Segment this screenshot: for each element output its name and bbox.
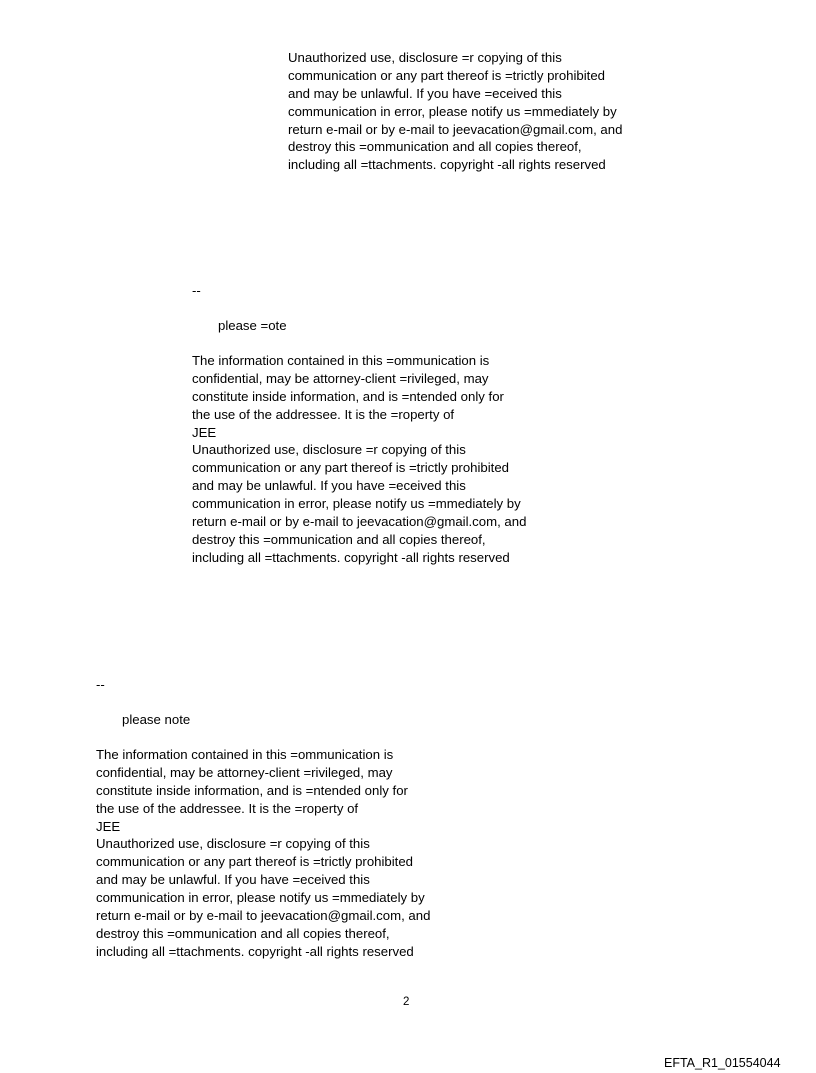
text-line: including all =ttachments. copyright -all rights reserved: [288, 157, 606, 173]
text-line: confidential, may be attorney-client =rivileged, may: [192, 370, 489, 386]
text-line: return e-mail or by e-mail to jeevacation@gmail.com, and: [288, 121, 623, 137]
text-line: communication or any part thereof is =trictly prohibited: [192, 460, 510, 476]
document-id: EFTA_R1_01554044: [664, 1056, 781, 1070]
text-line: Unauthorized use, disclosure =r copying of this: [288, 50, 562, 65]
text-line: return e-mail or by e-mail to jeevacation@gmail.com, and: [96, 908, 431, 924]
text-line: communication in error, please notify us =mmediately by: [192, 496, 521, 512]
text-line: destroy this =ommunication and all copies thereof,: [192, 531, 486, 547]
text-line: and may be unlawful. If you have =eceived this: [192, 478, 466, 494]
note-heading: please =ote: [218, 318, 287, 333]
text-line: the use of the addressee. It is the =roperty of: [96, 800, 359, 816]
text-line: communication or any part thereof is =trictly prohibited: [288, 67, 606, 83]
signature-separator: --: [96, 677, 105, 692]
text-line: communication in error, please notify us =mmediately by: [288, 103, 617, 119]
text-line: communication in error, please notify us =mmediately by: [96, 890, 425, 906]
text-line: Unauthorized use, disclosure =r copying of this: [96, 836, 370, 852]
text-line: return e-mail or by e-mail to jeevacation@gmail.com, and: [192, 514, 527, 530]
text-line: and may be unlawful. If you have =eceived this: [96, 872, 370, 888]
text-line: including all =ttachments. copyright -all rights reserved: [192, 549, 510, 565]
text-line: and may be unlawful. If you have =eceived this: [288, 85, 562, 101]
text-line: destroy this =ommunication and all copies thereof,: [288, 139, 582, 155]
text-line: JEE: [96, 818, 121, 834]
text-line: The information contained in this =ommunication is: [192, 353, 490, 368]
disclaimer-block: [96, 746, 430, 961]
text-line: the use of the addressee. It is the =roperty of: [192, 406, 455, 422]
signature-separator: --: [192, 283, 201, 298]
page-number: 2: [403, 996, 410, 1008]
text-line: destroy this =ommunication and all copies thereof,: [96, 925, 390, 941]
text-line: communication or any part thereof is =trictly prohibited: [96, 854, 414, 870]
text-line: confidential, may be attorney-client =rivileged, may: [96, 764, 393, 780]
quoted-disclaimer-level-2: [288, 49, 622, 174]
text-line: JEE: [192, 424, 217, 440]
text-line: The information contained in this =ommunication is: [96, 747, 394, 762]
text-line: constitute inside information, and is =ntended only for: [192, 388, 504, 404]
note-heading: please note: [122, 712, 191, 727]
text-line: Unauthorized use, disclosure =r copying of this: [192, 442, 466, 458]
quoted-disclaimer-level-1: [192, 352, 526, 567]
text-line: including all =ttachments. copyright -all rights reserved: [96, 943, 414, 959]
text-line: constitute inside information, and is =ntended only for: [96, 782, 408, 798]
